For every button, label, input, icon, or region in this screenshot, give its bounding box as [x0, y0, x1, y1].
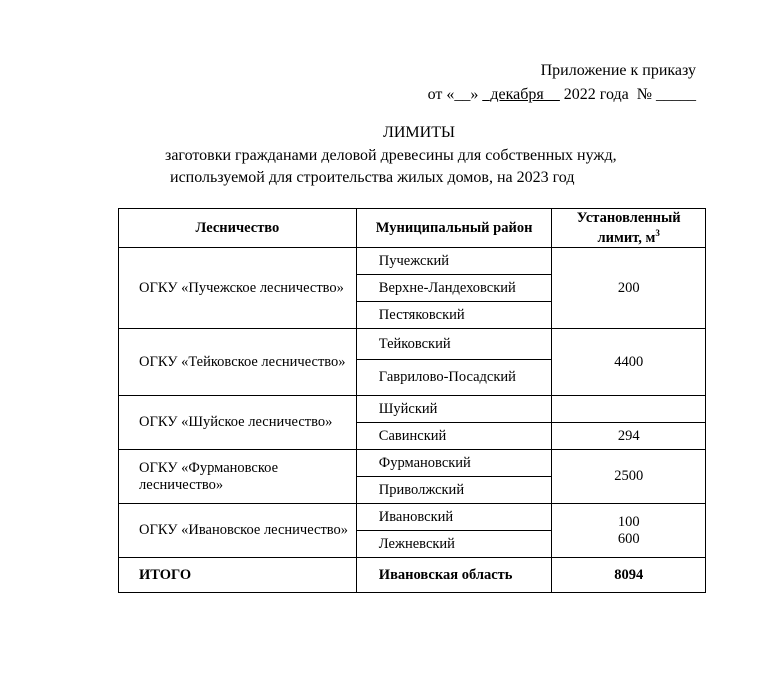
district-cell: Гаврилово-Посадский	[356, 360, 552, 396]
limits-table	[118, 208, 706, 593]
header-line2	[428, 86, 696, 104]
doc-subtitle-line1: заготовки гражданами деловой древесины для собственных нужд,	[165, 147, 617, 164]
forestry-cell: ОГКУ «Ивановское лесничество»	[119, 504, 357, 558]
table-row	[119, 248, 706, 275]
district-cell: Фурмановский	[356, 450, 552, 477]
limit-line: 600	[617, 530, 640, 547]
district-cell: Пучежский	[356, 248, 552, 275]
header-forestry: Лесничество	[119, 209, 357, 248]
district-cell: Приволжский	[356, 477, 552, 504]
district-cell: Ивановский	[356, 504, 552, 531]
total-value: 8094	[552, 558, 706, 593]
limit-cell: 4400	[552, 329, 706, 396]
table-header-row	[119, 209, 706, 248]
limit-line: 100	[617, 513, 640, 530]
header-date-suffix: 2022 года № _____	[559, 86, 696, 103]
district-cell: Верхне-Ландеховский	[356, 275, 552, 302]
limit-cell	[552, 396, 706, 423]
header-limit-unit-sup: 3	[655, 227, 660, 238]
forestry-cell: ОГКУ «Шуйское лесничество»	[119, 396, 357, 450]
district-cell: Лежневский	[356, 531, 552, 558]
header-limit-line1: Установленный	[576, 209, 681, 226]
header-limit-line2: лимит, м	[597, 229, 656, 246]
forestry-cell: ОГКУ «Пучежское лесничество»	[119, 248, 357, 329]
doc-subtitle-line2: используемой для строительства жилых домов, на 2023 год	[170, 169, 575, 186]
total-region: Ивановская область	[356, 558, 552, 593]
table-row	[119, 504, 706, 531]
limit-cell: 200	[552, 248, 706, 329]
header-date-prefix: от «__»	[427, 86, 483, 103]
forestry-cell: ОГКУ «Фурмановское лесничество»	[119, 450, 357, 504]
limit-cell: 2500	[552, 450, 706, 504]
total-label: ИТОГО	[119, 558, 357, 593]
doc-title: ЛИМИТЫ	[383, 124, 455, 141]
district-cell: Пестяковский	[356, 302, 552, 329]
header-district: Муниципальный район	[356, 209, 552, 248]
limit-cell: 294	[552, 423, 706, 450]
district-cell: Шуйский	[356, 396, 552, 423]
header-limit	[552, 209, 706, 248]
table-row	[119, 450, 706, 477]
forestry-cell: ОГКУ «Тейковское лесничество»	[119, 329, 357, 396]
district-cell: Савинский	[356, 423, 552, 450]
header-line1: Приложение к приказу	[540, 62, 696, 79]
total-row	[119, 558, 706, 593]
header-month: _декабря__	[482, 86, 560, 103]
table-row	[119, 396, 706, 423]
table-row	[119, 329, 706, 360]
limit-cell	[552, 504, 706, 558]
district-cell: Тейковский	[356, 329, 552, 360]
